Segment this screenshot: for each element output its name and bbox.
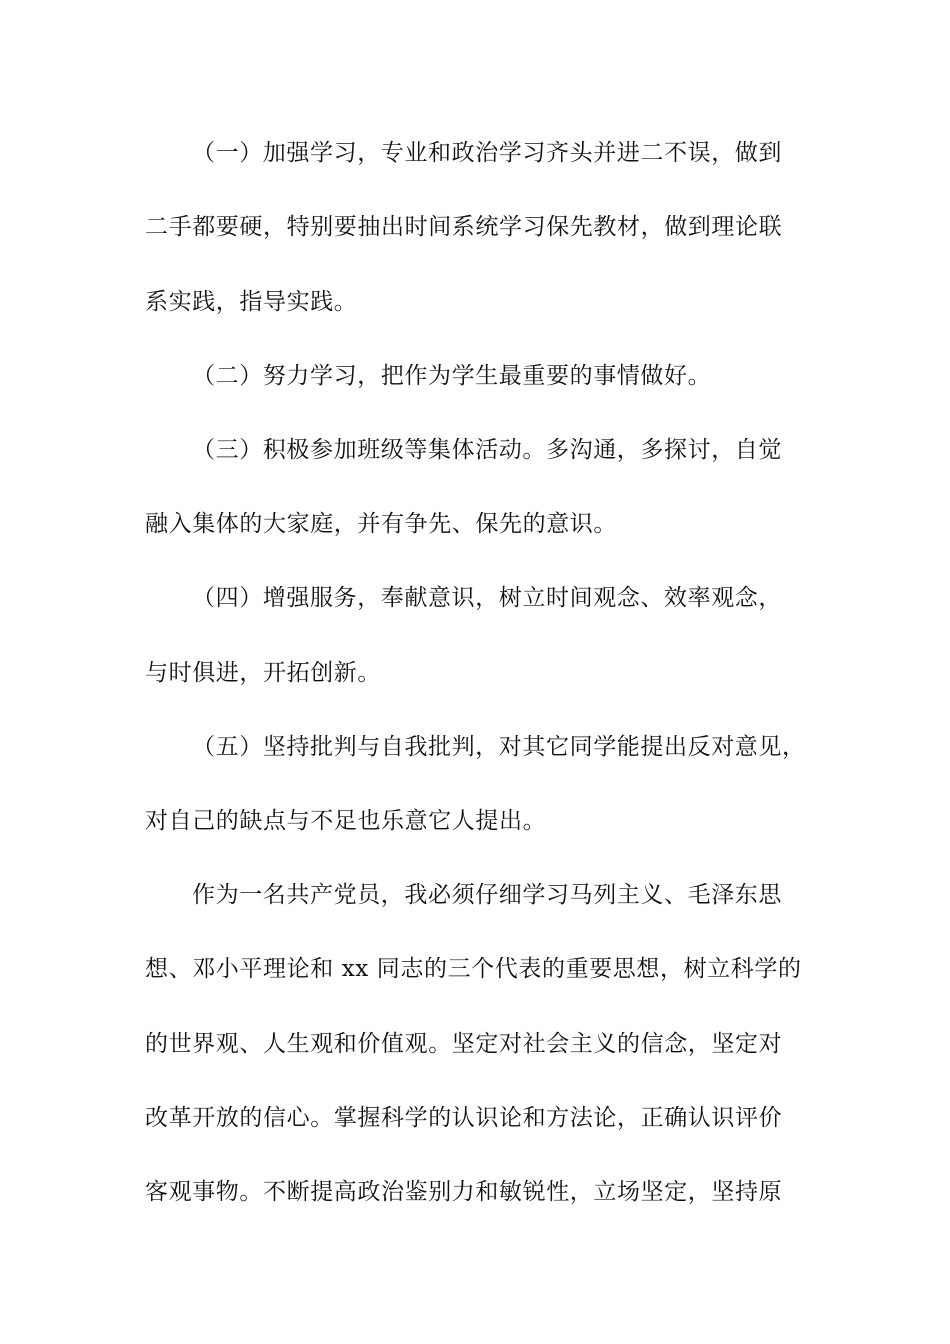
text-line: 对自己的缺点与不足也乐意它人提出。: [145, 808, 547, 834]
text-line: 与时俱进，开拓创新。: [145, 660, 381, 686]
text-line: （二）努力学习，把作为学生最重要的事情做好。: [192, 363, 712, 389]
text-line: 作为一名共产党员，我必须仔细学习马列主义、毛泽东思: [192, 882, 782, 908]
text-line: 客观事物。不断提高政治鉴别力和敏锐性，立场坚定，坚持原: [145, 1179, 783, 1205]
text-line: 融入集体的大家庭，并有争先、保先的意识。: [145, 511, 617, 537]
text-line: （四）增强服务，奉献意识，树立时间观念、效率观念，: [192, 585, 782, 611]
text-line: （一）加强学习，专业和政治学习齐头并进二不误，做到: [192, 140, 782, 166]
text-line: （三）积极参加班级等集体活动。多沟通，多探讨，自觉: [192, 437, 782, 463]
text-line: 的世界观、人生观和价值观。坚定对社会主义的信念，坚定对: [145, 1031, 783, 1057]
text-line: 改革开放的信心。掌握科学的认识论和方法论，正确认识评价: [145, 1105, 783, 1131]
text-line: 二手都要硬，特别要抽出时间系统学习保先教材，做到理论联: [145, 214, 783, 240]
text-line: 系实践，指导实践。: [145, 289, 358, 315]
text-line: （五）坚持批判与自我批判，对其它同学能提出反对意见，: [192, 734, 806, 760]
text-line: 想、邓小平理论和 xx 同志的三个代表的重要思想，树立科学的: [145, 956, 802, 982]
